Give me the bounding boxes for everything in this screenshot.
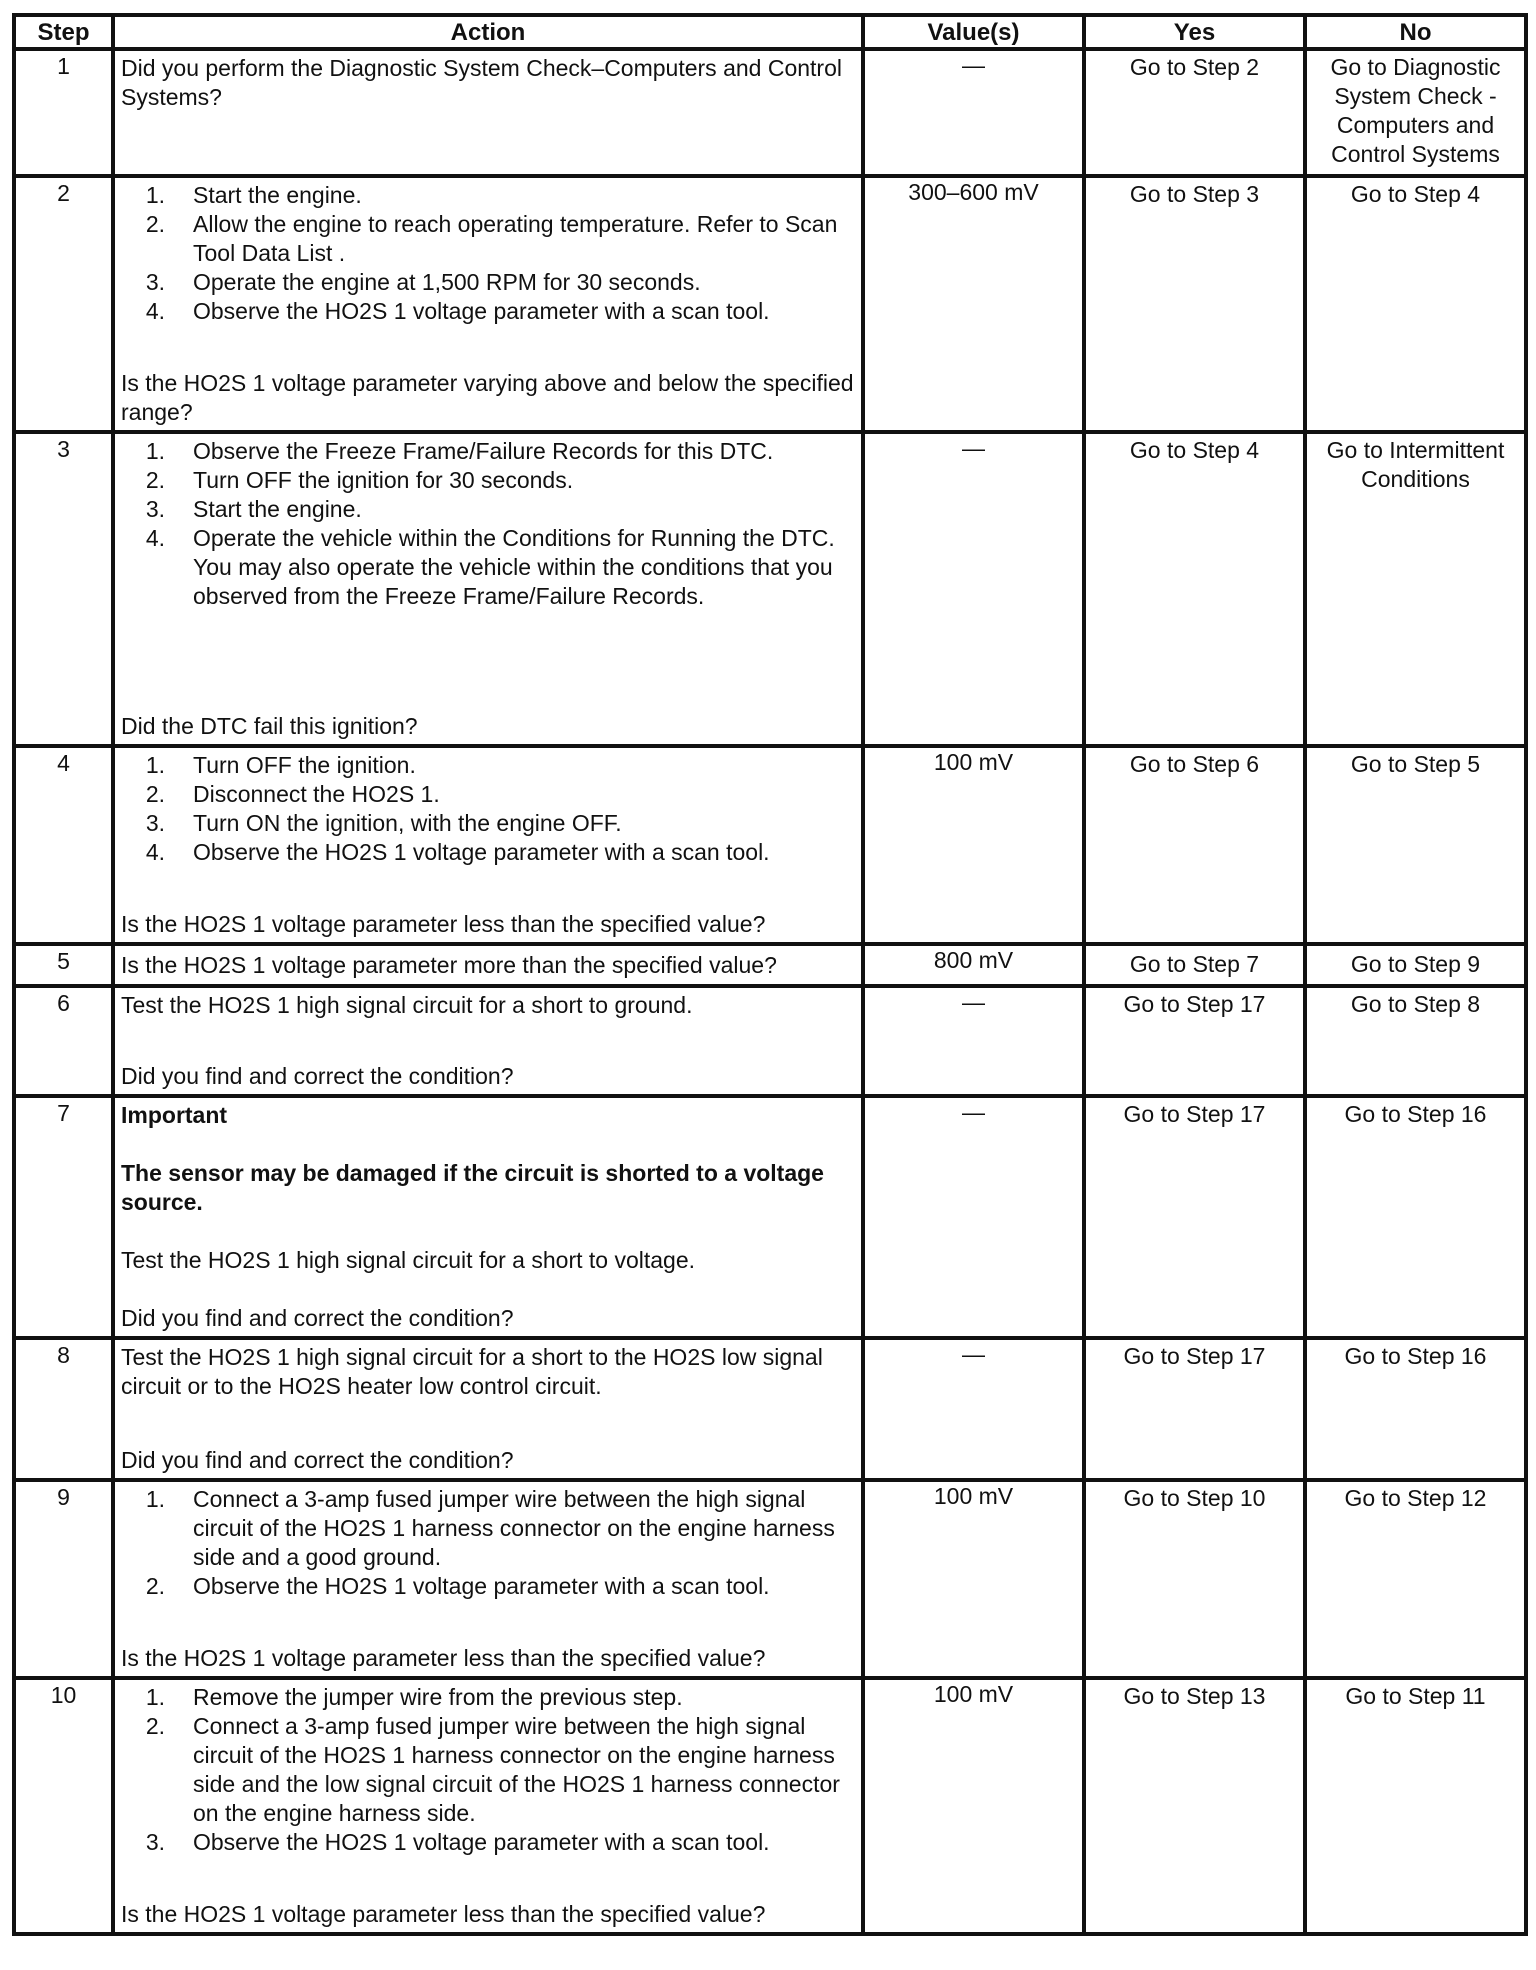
action-cell [113,432,863,746]
no-cell: Go to Step 5 [1305,746,1526,944]
step-number: 6 [14,986,113,1096]
step-number: 4 [14,746,113,944]
list-item: 1. Start the engine. [145,182,362,208]
step-number: 5 [14,944,113,986]
list-item: 1. Remove the jumper wire from the previous step. [145,1684,683,1710]
action-question: Is the HO2S 1 voltage parameter varying above and below the specified range? [121,370,854,425]
no-cell: Go to Step 11 [1305,1678,1526,1934]
list-item: 4. Observe the HO2S 1 voltage parameter with a scan tool. [145,839,770,865]
action-question: Did you find and correct the condition? [121,1305,514,1331]
yes-cell: Go to Step 6 [1084,746,1305,944]
list-item: 2. Connect a 3-amp fused jumper wire between the high signal circuit of the HO2S 1 harness connector on the engine harness side and the low signal circuit of the HO2S 1 harness connector on the engine harness side. [145,1713,840,1826]
step-number: 7 [14,1096,113,1338]
table-row [14,176,1526,432]
yes-cell: Go to Step 3 [1084,176,1305,432]
no-cell: Go to Step 4 [1305,176,1526,432]
yes-cell: Go to Step 17 [1084,986,1305,1096]
step-number: 10 [14,1678,113,1934]
value-cell: 800 mV [863,944,1084,986]
procedure-list [121,1683,855,1857]
header-action: Action [113,15,863,49]
action-cell [113,986,863,1096]
action-question: Is the HO2S 1 voltage parameter less than the specified value? [121,911,766,937]
value-cell: 100 mV [863,746,1084,944]
list-item: 1. Connect a 3-amp fused jumper wire between the high signal circuit of the HO2S 1 harness connector on the engine harness side and a good ground. [145,1486,835,1570]
procedure-list [121,1485,855,1601]
table-row [14,432,1526,746]
yes-cell: Go to Step 4 [1084,432,1305,746]
list-item: 1. Turn OFF the ignition. [145,752,416,778]
action-question: Is the HO2S 1 voltage parameter more than the specified value? [121,951,777,978]
procedure-list [121,437,855,611]
action-cell [113,1096,863,1338]
no-cell: Go to Step 8 [1305,986,1526,1096]
list-item: 4. Operate the vehicle within the Conditions for Running the DTC. You may also operate the vehicle within the conditions that you observed from the Freeze Frame/Failure Records. [145,525,835,609]
action-cell [113,1338,863,1480]
no-cell: Go to Step 12 [1305,1480,1526,1678]
yes-cell: Go to Step 13 [1084,1678,1305,1934]
yes-cell: Go to Step 17 [1084,1096,1305,1338]
yes-cell: Go to Step 10 [1084,1480,1305,1678]
table-row [14,944,1526,986]
no-cell: Go to Diagnostic System Check - Computers and Control Systems [1305,49,1526,176]
step-number: 9 [14,1480,113,1678]
value-cell: — [863,49,1084,176]
list-item: 3. Turn ON the ignition, with the engine OFF. [145,810,622,836]
table-row [14,49,1526,176]
action-cell [113,944,863,986]
list-item: 2. Allow the engine to reach operating temperature. Refer to Scan Tool Data List . [145,211,838,266]
action-question: Is the HO2S 1 voltage parameter less than the specified value? [121,1645,766,1671]
list-item: 2. Disconnect the HO2S 1. [145,781,440,807]
header-values: Value(s) [863,15,1084,49]
no-cell: Go to Step 16 [1305,1096,1526,1338]
table-row [14,1338,1526,1480]
header-step: Step [14,15,113,49]
value-cell: 100 mV [863,1480,1084,1678]
header-yes: Yes [1084,15,1305,49]
action-question: Did the DTC fail this ignition? [121,713,418,739]
table-row [14,746,1526,944]
action-cell [113,746,863,944]
action-question: Did you find and correct the condition? [121,1447,514,1473]
table-row [14,1480,1526,1678]
list-item: 3. Operate the engine at 1,500 RPM for 30 seconds. [145,269,701,295]
action-instruction: Test the HO2S 1 high signal circuit for a short to ground. [121,992,693,1018]
list-item: 2. Observe the HO2S 1 voltage parameter with a scan tool. [145,1573,770,1599]
no-cell: Go to Step 16 [1305,1338,1526,1480]
list-item: 2. Turn OFF the ignition for 30 seconds. [145,467,574,493]
action-cell [113,49,863,176]
table-row [14,1678,1526,1934]
action-cell [113,1678,863,1934]
action-instruction: Test the HO2S 1 high signal circuit for a short to the HO2S low signal circuit or to the HO2S heater low control circuit. [121,1344,823,1399]
action-question: Did you find and correct the condition? [121,1063,514,1089]
diagnostic-table [12,13,1528,1936]
no-cell: Go to Step 9 [1305,944,1526,986]
table-row [14,986,1526,1096]
list-item: 3. Start the engine. [145,496,362,522]
step-number: 3 [14,432,113,746]
procedure-list [121,751,855,867]
value-cell: — [863,432,1084,746]
value-cell: 300–600 mV [863,176,1084,432]
action-question: Is the HO2S 1 voltage parameter less than the specified value? [121,1901,766,1927]
action-instruction: Test the HO2S 1 high signal circuit for a short to voltage. [121,1247,696,1273]
step-number: 8 [14,1338,113,1480]
header-no: No [1305,15,1526,49]
important-text: The sensor may be damaged if the circuit is shorted to a voltage source. [121,1160,824,1215]
list-item: 3. Observe the HO2S 1 voltage parameter with a scan tool. [145,1829,770,1855]
action-cell [113,1480,863,1678]
list-item: 4. Observe the HO2S 1 voltage parameter with a scan tool. [145,298,770,324]
list-item: 1. Observe the Freeze Frame/Failure Records for this DTC. [145,438,774,464]
value-cell: — [863,1096,1084,1338]
header-row [14,15,1526,49]
value-cell: — [863,1338,1084,1480]
yes-cell: Go to Step 2 [1084,49,1305,176]
yes-cell: Go to Step 7 [1084,944,1305,986]
table-row [14,1096,1526,1338]
value-cell: — [863,986,1084,1096]
no-cell: Go to Intermittent Conditions [1305,432,1526,746]
yes-cell: Go to Step 17 [1084,1338,1305,1480]
action-question: Did you perform the Diagnostic System Check–Computers and Control Systems? [121,55,842,110]
step-number: 1 [14,49,113,176]
step-number: 2 [14,176,113,432]
value-cell: 100 mV [863,1678,1084,1934]
important-title: Important [121,1102,228,1128]
action-cell [113,176,863,432]
diagnostic-table-container [12,13,1524,1936]
procedure-list [121,181,855,326]
